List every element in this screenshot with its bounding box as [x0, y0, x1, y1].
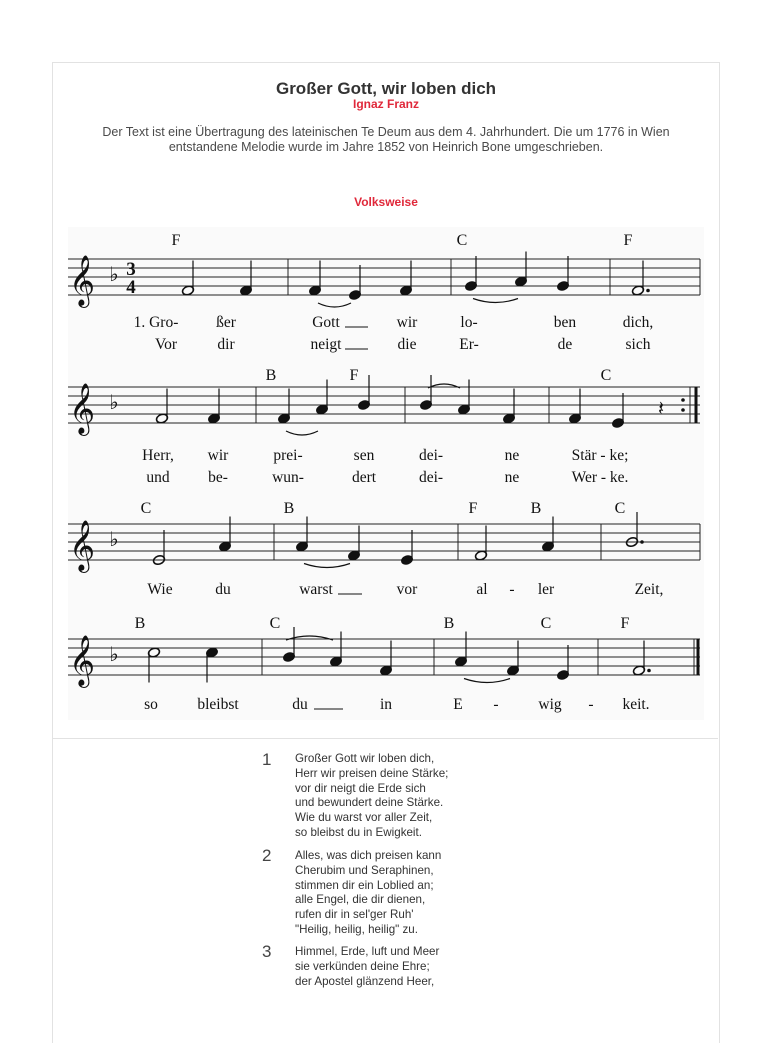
song-title: Großer Gott, wir loben dich — [275, 79, 497, 98]
lyric-syllable: keit. — [622, 696, 650, 713]
dot — [640, 540, 644, 544]
lyric-syllable: ben — [553, 314, 577, 331]
verse-line: so bleibst du in Ewigkeit. — [295, 825, 422, 839]
lyric-syllable: Vor — [154, 336, 178, 353]
chord-symbol: F — [468, 500, 478, 517]
chord-symbol: C — [140, 500, 152, 517]
lyric-syllable: sich — [625, 336, 651, 353]
lyric-syllable: dei- — [418, 447, 444, 464]
lyric-syllable: warst — [299, 581, 333, 598]
song-author: Ignaz Franz — [352, 97, 419, 111]
lyric-syllable: so — [144, 696, 158, 713]
verse-line: alle Engel, die dir dienen, — [295, 893, 426, 907]
lyric-syllable: dert — [351, 469, 377, 486]
repeat-dot — [681, 398, 685, 402]
lyric-syllable: Gott — [312, 314, 340, 331]
flat-icon: ♭ — [109, 529, 119, 551]
verse-line: rufen dir in sel'ger Ruh' — [295, 908, 414, 922]
verse-1-text — [295, 752, 448, 841]
verse-line: Himmel, Erde, luft und Meer — [295, 945, 440, 958]
lyric-syllable: du — [292, 696, 308, 713]
lyric-syllable: wir — [396, 314, 418, 331]
lyric-syllable: dir — [217, 336, 235, 353]
lyric-syllable: ler — [537, 581, 555, 598]
lyric-syllable: 1. Gro- — [133, 314, 179, 331]
chord-symbol: C — [269, 615, 281, 632]
verse-line: Cherubim und Seraphinen, — [295, 863, 434, 877]
lyric-syllable: dei- — [418, 469, 444, 486]
verse-line: "Heilig, heilig, heilig" zu. — [295, 922, 418, 936]
chord-symbol: B — [283, 500, 295, 517]
treble-clef-icon: 𝄞 — [68, 256, 96, 305]
lyric-syllable: ne — [504, 447, 520, 464]
lyric-syllable: - — [588, 696, 594, 713]
treble-clef-icon: 𝄞 — [68, 384, 96, 433]
treble-clef-icon: 𝄞 — [68, 636, 96, 685]
lyric-syllable: in — [379, 696, 393, 713]
lyric-syllable: lo- — [460, 314, 478, 331]
verse-line: Wie du warst vor aller Zeit, — [295, 811, 433, 825]
chord-symbol: C — [456, 232, 468, 249]
dot — [646, 289, 650, 293]
section-divider — [52, 738, 718, 739]
lyric-syllable: be- — [208, 469, 228, 486]
chord-symbol: C — [540, 615, 552, 632]
lyric-syllable: sen — [353, 447, 375, 464]
verse-line: der Apostel glänzend Heer, — [295, 974, 435, 988]
verse-line: vor dir neigt die Erde sich — [295, 781, 426, 795]
treble-clef-icon: 𝄞 — [68, 521, 96, 570]
verse-3-text — [295, 945, 439, 989]
time-signature-top: 3 — [126, 259, 136, 280]
lyric-syllable: - — [509, 581, 515, 598]
sheet-music — [68, 227, 704, 720]
flat-icon: ♭ — [109, 644, 119, 666]
lyric-syllable: dich, — [622, 314, 654, 331]
lyric-syllable: bleibst — [197, 696, 239, 713]
verse-line: sie verkünden deine Ehre; — [295, 959, 430, 973]
lyric-syllable: Wie — [147, 581, 173, 598]
verse-line: stimmen dir ein Loblied an; — [295, 878, 434, 892]
chord-symbol: B — [134, 615, 146, 632]
lyric-syllable: du — [215, 581, 231, 598]
lyric-syllable: die — [397, 336, 417, 353]
verse-line: Herr wir preisen deine Stärke; — [295, 766, 449, 780]
chord-symbol: F — [349, 367, 359, 384]
lyric-syllable: wun- — [272, 469, 304, 486]
verse-number: 2 — [262, 846, 272, 865]
flat-icon: ♭ — [109, 392, 119, 414]
chord-symbol: C — [600, 367, 612, 384]
song-description: Der Text ist eine Übertragung des lateinischen Te Deum aus dem 4. Jahrhundert. Die um 1776 in Wien entstandene Melodie wurde im Jahre 1852 von Heinrich Bone umgeschrieben. — [102, 125, 670, 154]
lyric-syllable: prei- — [273, 447, 303, 464]
chord-symbol: B — [265, 367, 277, 384]
flat-icon: ♭ — [109, 264, 119, 286]
dot — [647, 669, 651, 673]
verse-line: und bewundert deine Stärke. — [295, 796, 444, 810]
melody-credit: Volksweise — [354, 195, 418, 209]
lyric-syllable: ne — [504, 469, 520, 486]
lyric-syllable: Herr, — [142, 447, 174, 464]
chord-symbol: F — [171, 232, 181, 249]
lyric-syllable: Zeit, — [634, 581, 664, 598]
verse-line: Alles, was dich preisen kann — [295, 849, 442, 862]
lyric-syllable: wir — [207, 447, 229, 464]
time-signature-bottom: 4 — [126, 277, 136, 298]
lyric-syllable: ßer — [216, 314, 236, 331]
lyric-syllable: - — [493, 696, 499, 713]
chord-symbol: F — [620, 615, 630, 632]
lyric-syllable: wig — [538, 696, 562, 713]
verse-2-text — [295, 849, 441, 938]
lyric-syllable: de — [557, 336, 573, 353]
verse-number: 1 — [262, 750, 272, 769]
lyric-syllable: Er- — [459, 336, 479, 353]
verse-number: 3 — [262, 942, 272, 961]
quarter-rest-icon: 𝄽 — [657, 398, 665, 420]
lyric-syllable: E — [453, 696, 463, 713]
chord-symbol: C — [614, 500, 626, 517]
lyric-syllable: Stär - ke; — [571, 447, 629, 464]
chord-symbol: B — [443, 615, 455, 632]
chord-symbol: B — [530, 500, 542, 517]
chord-symbol: F — [623, 232, 633, 249]
repeat-dot — [681, 408, 685, 412]
lyric-syllable: vor — [396, 581, 418, 598]
verse-line: Großer Gott wir loben dich, — [295, 752, 435, 765]
lyric-syllable: Wer - ke. — [571, 469, 629, 486]
lyric-syllable: al — [476, 581, 488, 598]
lyric-syllable: und — [146, 469, 170, 486]
lyric-syllable: neigt — [310, 336, 342, 353]
